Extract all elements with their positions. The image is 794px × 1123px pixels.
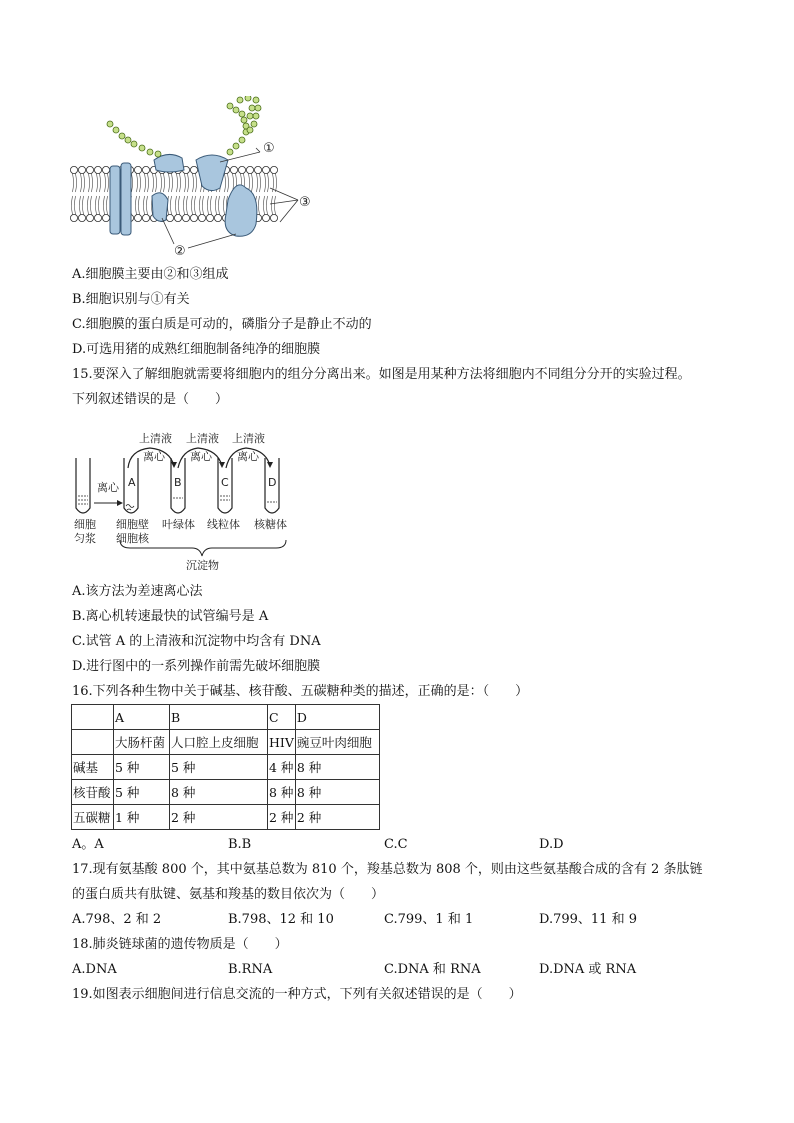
q15-stem-line2: 下列叙述错误的是（ ） xyxy=(72,392,229,407)
table-row xyxy=(72,805,380,830)
phospholipid-tail xyxy=(192,196,193,214)
q15-option-b: B.离心机转速最快的试管编号是 A xyxy=(72,609,269,624)
phospholipid-tail xyxy=(73,174,74,192)
phospholipid-head xyxy=(142,214,149,221)
supernatant-label-2: 上清液 xyxy=(186,432,219,445)
table-cell: 大肠杆菌 xyxy=(114,730,170,755)
sugar-unit xyxy=(233,143,239,149)
sugar-unit xyxy=(251,121,257,127)
sugar-unit xyxy=(139,145,145,151)
sugar-unit xyxy=(119,133,125,139)
q14-option-a: A.细胞膜主要由②和③组成 xyxy=(72,267,229,282)
phospholipid-tail xyxy=(139,196,140,214)
phospholipid-head xyxy=(190,214,197,221)
phospholipid-tail xyxy=(200,196,201,214)
phospholipid-tail xyxy=(91,196,92,214)
cell-membrane-figure xyxy=(70,96,315,258)
table-cell: 5 种 xyxy=(170,755,268,780)
tube-label-a: A xyxy=(128,476,136,489)
sediment-a-label-1: 细胞壁 xyxy=(116,518,149,531)
phospholipid-head xyxy=(94,214,101,221)
homogenate-label-2: 匀浆 xyxy=(74,532,96,545)
phospholipid-tail xyxy=(259,196,260,214)
q18-stem: 18.肺炎链球菌的遗传物质是（ ） xyxy=(72,937,288,952)
phospholipid-tail xyxy=(208,196,209,214)
phospholipid-tail xyxy=(268,174,269,192)
sugar-chains xyxy=(107,96,261,157)
sugar-unit xyxy=(147,149,153,155)
table-cell: 5 种 xyxy=(114,755,170,780)
phospholipid-tail xyxy=(216,196,217,214)
phospholipid-tail xyxy=(136,196,137,214)
phospholipid-tail xyxy=(84,174,85,192)
phospholipid-tail xyxy=(184,196,185,214)
sediment-b-label: 叶绿体 xyxy=(162,518,195,531)
table-cell: 豌豆叶肉细胞 xyxy=(295,730,379,755)
sugar-unit xyxy=(113,127,119,133)
centrifuge-label-2: 离心 xyxy=(190,450,212,463)
sediment-label: 沉淀物 xyxy=(186,559,219,570)
phospholipid-tail xyxy=(107,196,108,214)
phospholipid-tail xyxy=(161,174,162,192)
phospholipid-head xyxy=(102,214,109,221)
q16-table xyxy=(71,704,380,830)
phospholipid-tail xyxy=(187,196,188,214)
sediment-a-label-2: 细胞核 xyxy=(116,532,149,545)
phospholipid-tail xyxy=(132,174,133,192)
phospholipid-tail xyxy=(148,174,149,192)
phospholipid-head xyxy=(142,166,149,173)
transmembrane-protein xyxy=(225,185,257,236)
table-cell: C xyxy=(268,705,296,730)
q17-option-d: D.799、11 和 9 xyxy=(539,912,637,927)
phospholipid-head xyxy=(166,214,173,221)
phospholipid-tail xyxy=(185,174,186,192)
sugar-unit xyxy=(245,96,251,101)
phospholipid-tail xyxy=(169,174,170,192)
phospholipid-tail xyxy=(272,196,273,214)
q18-option-a: A.DNA xyxy=(72,962,117,977)
phospholipid-head xyxy=(70,214,77,221)
homogenate-contents xyxy=(78,496,88,504)
table-cell: HIV xyxy=(268,730,296,755)
sediment-d-label: 核糖体 xyxy=(254,518,287,531)
phospholipid-head xyxy=(78,214,85,221)
table-cell: 五碳糖 xyxy=(72,805,114,830)
sugar-unit xyxy=(107,121,113,127)
phospholipid-head xyxy=(174,214,181,221)
phospholipid-tail xyxy=(171,196,172,214)
sugar-unit xyxy=(239,137,245,143)
phospholipid-tail xyxy=(75,196,76,214)
phospholipid-tail xyxy=(195,196,196,214)
phospholipid-tail xyxy=(96,196,97,214)
phospholipid-tail xyxy=(188,174,189,192)
q16-option-c: C.C xyxy=(384,837,408,852)
table-row xyxy=(72,705,380,730)
phospholipid-tail xyxy=(264,196,265,214)
phospholipid-head xyxy=(246,166,253,173)
table-row xyxy=(72,755,380,780)
q18-option-d: D.DNA 或 RNA xyxy=(539,962,637,977)
phospholipid-tail xyxy=(275,196,276,214)
phospholipid-tail xyxy=(153,174,154,192)
supernatant-label-3: 上清液 xyxy=(232,432,265,445)
q16-stem: 16.下列各种生物中关于碱基、核苷酸、五碳糖种类的描述，正确的是：（ ） xyxy=(72,684,529,699)
phospholipid-tail xyxy=(260,174,261,192)
phospholipid-head xyxy=(134,166,141,173)
sediment-c-label: 线粒体 xyxy=(207,518,240,531)
q18-option-b: B.RNA xyxy=(228,962,273,977)
phospholipid-tail xyxy=(140,174,141,192)
homogenate-tube xyxy=(76,458,90,513)
table-cell: 核苷酸 xyxy=(72,780,114,805)
tube-label-c: C xyxy=(221,476,229,489)
q17-option-b: B.798、12 和 10 xyxy=(228,912,334,927)
phospholipid-tail xyxy=(219,196,220,214)
q14-option-b: B.细胞识别与①有关 xyxy=(72,292,190,307)
sugar-unit xyxy=(125,137,131,143)
sugar-unit xyxy=(227,149,233,155)
q14-option-c: C.细胞膜的蛋白质是可动的，磷脂分子是静止不动的 xyxy=(72,317,372,332)
phospholipid-tail xyxy=(147,196,148,214)
q17-option-c: C.799、1 和 1 xyxy=(384,912,474,927)
q17-stem-line2: 的蛋白质共有肽键、氨基和羧基的数目依次为（ ） xyxy=(72,887,385,902)
sugar-unit xyxy=(233,107,239,113)
table-cell: B xyxy=(170,705,268,730)
table-cell: 2 种 xyxy=(170,805,268,830)
sugar-unit xyxy=(253,113,259,119)
phospholipid-tail xyxy=(88,196,89,214)
phospholipid-tail xyxy=(104,196,105,214)
phospholipid-tail xyxy=(145,174,146,192)
q18-option-c: C.DNA 和 RNA xyxy=(384,962,481,977)
phospholipid-head xyxy=(86,214,93,221)
phospholipid-tail xyxy=(72,196,73,214)
phospholipid-tail xyxy=(89,174,90,192)
label-1: ① xyxy=(263,141,275,156)
phospholipid-tail xyxy=(108,174,109,192)
phospholipid-head xyxy=(254,166,261,173)
phospholipid-head xyxy=(262,166,269,173)
phospholipid-tail xyxy=(228,174,229,192)
phospholipid-head xyxy=(70,166,77,173)
phospholipid-tail xyxy=(97,174,98,192)
phospholipid-tail xyxy=(193,174,194,192)
sugar-unit xyxy=(255,105,261,111)
q16-option-b: B.B xyxy=(228,837,252,852)
phospholipid-head xyxy=(182,214,189,221)
sugar-unit xyxy=(227,103,233,109)
q16-option-a: A。A xyxy=(72,837,104,852)
phospholipid-head xyxy=(262,214,269,221)
table-cell: 2 种 xyxy=(295,805,379,830)
phospholipid-tail xyxy=(164,174,165,192)
q14-option-d: D.可选用猪的成熟红细胞制备纯净的细胞膜 xyxy=(72,342,321,357)
q19-stem: 19.如图表示细胞间进行信息交流的一种方式，下列有关叙述错误的是（ ） xyxy=(72,987,522,1002)
phospholipid-head xyxy=(86,166,93,173)
label-3: ③ xyxy=(299,195,311,210)
table-cell xyxy=(72,705,114,730)
phospholipid-head xyxy=(190,166,197,173)
phospholipid-tail xyxy=(105,174,106,192)
sugar-unit xyxy=(241,117,247,123)
table-cell: 8 种 xyxy=(295,780,379,805)
phospholipid-tail xyxy=(92,174,93,192)
sugar-unit xyxy=(247,127,253,133)
sugar-unit xyxy=(247,113,253,119)
table-cell: 5 种 xyxy=(114,780,170,805)
phospholipid-head xyxy=(238,166,245,173)
phospholipid-head xyxy=(206,214,213,221)
table-cell: A xyxy=(114,705,170,730)
sugar-unit xyxy=(249,105,255,111)
phospholipid-tail xyxy=(144,196,145,214)
phospholipid-tail xyxy=(172,174,173,192)
phospholipid-tail xyxy=(100,174,101,192)
phospholipid-tail xyxy=(196,174,197,192)
table-cell: 碱基 xyxy=(72,755,114,780)
phospholipid-tail xyxy=(203,196,204,214)
q15-stem-line1: 15.要深入了解细胞就需要将细胞内的组分分离出来。如图是用某种方法将细胞内不同组分分开的实验过程。 xyxy=(72,367,691,382)
phospholipid-tail xyxy=(176,196,177,214)
table-cell: 8 种 xyxy=(295,755,379,780)
phospholipid-head xyxy=(198,214,205,221)
centrifugation-figure xyxy=(70,428,290,570)
phospholipid-tail xyxy=(276,174,277,192)
phospholipid-tail xyxy=(225,174,226,192)
table-cell: 人口腔上皮细胞 xyxy=(170,730,268,755)
q15-option-d: D.进行图中的一系列操作前需先破坏细胞膜 xyxy=(72,659,321,674)
table-cell xyxy=(72,730,114,755)
phospholipid-head xyxy=(78,166,85,173)
centrifuge-label-0: 离心 xyxy=(97,481,119,494)
phospholipid-tail xyxy=(83,196,84,214)
q15-option-a: A.该方法为差速离心法 xyxy=(72,584,203,599)
sugar-unit xyxy=(237,97,243,103)
phospholipid-tail xyxy=(267,196,268,214)
phospholipid-head xyxy=(94,166,101,173)
centrifuge-label-1: 离心 xyxy=(143,450,165,463)
q17-option-a: A.798、2 和 2 xyxy=(72,912,162,927)
phospholipid-tail xyxy=(224,196,225,214)
phospholipid-head xyxy=(270,166,277,173)
supernatant-label-1: 上清液 xyxy=(139,432,172,445)
phospholipid-tail xyxy=(252,174,253,192)
surface-protein xyxy=(196,155,228,191)
table-row xyxy=(72,780,380,805)
phospholipid-tail xyxy=(179,196,180,214)
table-cell: 2 种 xyxy=(268,805,296,830)
sugar-unit xyxy=(131,141,137,147)
sugar-unit xyxy=(239,111,245,117)
phospholipid-tail xyxy=(81,174,82,192)
phospholipid-tail xyxy=(137,174,138,192)
sugar-unit xyxy=(155,151,161,157)
phospholipid-tail xyxy=(76,174,77,192)
table-cell: D xyxy=(295,705,379,730)
q17-stem-line1: 17.现有氨基酸 800 个，其中氨基总数为 810 个，羧基总数为 808 个，则由这些氨基酸合成的含有 2 条肽链 xyxy=(72,862,703,877)
table-cell: 8 种 xyxy=(170,780,268,805)
channel-protein xyxy=(110,163,131,235)
phospholipid-tail xyxy=(257,174,258,192)
tube-label-b: B xyxy=(174,476,182,489)
q15-option-c: C.试管 A 的上清液和沉淀物中均含有 DNA xyxy=(72,634,321,649)
phospholipid-tail xyxy=(180,174,181,192)
phospholipid-head xyxy=(214,214,221,221)
phospholipid-head xyxy=(134,214,141,221)
centrifuge-label-3: 离心 xyxy=(237,450,259,463)
table-row xyxy=(72,730,380,755)
phospholipid-head xyxy=(270,214,277,221)
label-2: ② xyxy=(174,244,186,258)
embedded-protein xyxy=(152,193,168,222)
q16-option-d: D.D xyxy=(539,837,564,852)
sugar-unit xyxy=(253,97,259,103)
phospholipid-tail xyxy=(156,174,157,192)
table-cell: 1 种 xyxy=(114,805,170,830)
phospholipid-tail xyxy=(80,196,81,214)
phospholipid-tail xyxy=(265,174,266,192)
homogenate-label-1: 细胞 xyxy=(74,518,96,531)
phospholipid-tail xyxy=(177,174,178,192)
phospholipid-head xyxy=(102,166,109,173)
tube-label-d: D xyxy=(268,476,277,489)
table-cell: 4 种 xyxy=(268,755,296,780)
table-cell: 8 种 xyxy=(268,780,296,805)
phospholipid-head xyxy=(230,166,237,173)
phospholipid-tail xyxy=(211,196,212,214)
phospholipid-tail xyxy=(99,196,100,214)
